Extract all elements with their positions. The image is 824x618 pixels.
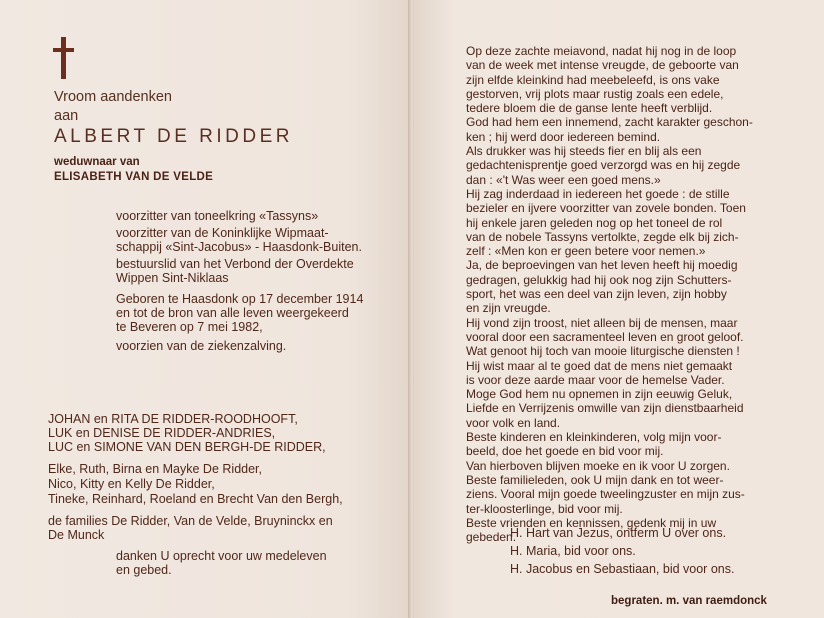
tribute-line: vooral door een sacramenteel leven en groot geloof. xyxy=(466,329,744,344)
tribute-line: Hij wist maar al te goed dat de mens niet gemaakt xyxy=(466,358,733,373)
role-line: voorzitter van de Koninklijke Wipmaat- xyxy=(116,226,329,240)
child-line: JOHAN en RITA DE RIDDER-ROODHOOFT, xyxy=(48,412,298,426)
tribute-line: is voor deze aarde maar voor de hemelse Vader. xyxy=(466,372,725,387)
tribute-line: dan : «'t Was weer een goed mens.» xyxy=(466,172,661,187)
deceased-name: ALBERT DE RIDDER xyxy=(54,126,294,147)
role-line: Wippen Sint-Niklaas xyxy=(116,271,229,285)
tribute-line: Op deze zachte meiavond, nadat hij nog in de loop xyxy=(466,44,737,58)
tribute-line: Beste familieleden, ook U mijn dank en tot weer- xyxy=(466,472,724,487)
tribute-line: ter-kloosterlinge, bid voor mij. xyxy=(466,501,623,516)
child-line: LUK en DENISE DE RIDDER-ANDRIES, xyxy=(48,426,276,440)
thanks-line: danken U oprecht voor uw medeleven xyxy=(116,549,327,563)
tribute-line: Van hierboven blijven moeke en ik voor U zorgen. xyxy=(466,458,730,473)
grandchild-line: Tineke, Reinhard, Roeland en Brecht Van den Bergh, xyxy=(48,492,343,506)
tribute-line: Als drukker was hij steeds fier en blij als een xyxy=(466,144,702,159)
tribute-line: God had hem een innemend, zacht karakter geschon- xyxy=(466,115,753,130)
thanks-line: en gebed. xyxy=(116,563,172,577)
tribute-line: en zijn vreugde. xyxy=(466,301,551,316)
tribute-line: Wat genoot hij toch van mooie liturgische diensten ! xyxy=(466,344,740,359)
tribute-line: Hij zag inderdaad in iedereen het goede : de stille xyxy=(466,186,730,201)
role-line: schappij «Sint-Jacobus» - Haasdonk-Buiten. xyxy=(116,240,362,254)
role-line: bestuurslid van het Verbond der Overdekte xyxy=(116,257,354,271)
spouse-name: ELISABETH VAN DE VELDE xyxy=(54,171,214,183)
birth-line: en tot de bron van alle leven weergekeerd xyxy=(116,306,349,320)
tribute-line: Ja, de beproevingen van het leven heeft hij moedig xyxy=(466,258,738,273)
tribute-line: gestorven, vrij plots maar rustig zoals een edele, xyxy=(466,86,724,101)
sacrament-line: voorzien van de ziekenzalving. xyxy=(116,339,287,353)
heading-line-1: Vroom aandenken xyxy=(54,89,172,105)
tribute-text xyxy=(466,44,786,544)
tribute-line: Moge God hem nu opnemen in zijn eeuwig Geluk, xyxy=(466,387,733,402)
undertaker-signature: begraten. m. van raemdonck xyxy=(611,595,767,607)
family-line: de families De Ridder, Van de Velde, Bruyninckx en xyxy=(48,514,333,528)
tribute-line: ken ; hij werd door iedereen bemind. xyxy=(466,129,661,144)
tribute-line: sport, het was een deel van zijn leven, zijn hobby xyxy=(466,287,727,302)
child-line: LUC en SIMONE VAN DEN BERGH-DE RIDDER, xyxy=(48,440,326,454)
birth-line: te Beveren op 7 mei 1982, xyxy=(116,320,263,334)
tribute-line: bezieler en ijvere voorzitter van zovele bonden. Toen xyxy=(466,201,746,216)
birth-line: Geboren te Haasdonk op 17 december 1914 xyxy=(116,292,364,306)
tribute-line: Beste kinderen en kleinkinderen, volg mijn voor- xyxy=(466,430,722,445)
tribute-line: gedragen, gelukkig had hij ook nog zijn Schutters- xyxy=(466,272,732,287)
widower-label: weduwnaar van xyxy=(54,156,140,168)
tribute-line: gebeden. xyxy=(466,530,517,545)
family-line: De Munck xyxy=(48,528,105,542)
grandchild-line: Elke, Ruth, Birna en Mayke De Ridder, xyxy=(48,462,262,476)
tribute-line: gedachtenisprentje goed verzorgd was en hij zegde xyxy=(466,158,741,173)
role-line: voorzitter van toneelkring «Tassyns» xyxy=(116,209,319,223)
tribute-line: zelf : «Men kon er geen betere voor nemen.» xyxy=(466,244,706,259)
prayer-line: H. Maria, bid voor ons. xyxy=(510,544,636,558)
tribute-line: hij enkele jaren geleden nog op het toneel de rol xyxy=(466,215,723,230)
tribute-line: tedere bloem die de ganse lente heeft verblijd. xyxy=(466,101,713,116)
prayer-line: H. Hart van Jezus, ontferm U over ons. xyxy=(510,526,727,540)
tribute-line: zijn elfde kleinkind had meebeleefd, is ons vake xyxy=(466,72,720,87)
tribute-line: Hij vond zijn troost, niet alleen bij de mensen, maar xyxy=(466,315,738,330)
tribute-line: Beste vrienden en kennissen, gedenk mij in uw xyxy=(466,515,717,530)
tribute-line: van de nobele Tassyns vertolkte, zegde elk bij zich- xyxy=(466,229,739,244)
tribute-line: voor volk en land. xyxy=(466,415,561,430)
tribute-line: Liefde en Verrijzenis omwille van zijn dienstbaarheid xyxy=(466,401,744,416)
tribute-line: van de week met intense vreugde, de geboorte van xyxy=(466,58,739,73)
tribute-line: ziens. Vooral mijn goede tweelingzuster en mijn zus- xyxy=(466,487,745,502)
tribute-line: beeld, doe het goede en bid voor mij. xyxy=(466,444,664,459)
prayer-line: H. Jacobus en Sebastiaan, bid voor ons. xyxy=(510,562,735,576)
grandchild-line: Nico, Kitty en Kelly De Ridder, xyxy=(48,477,215,491)
heading-line-2: aan xyxy=(54,108,79,124)
